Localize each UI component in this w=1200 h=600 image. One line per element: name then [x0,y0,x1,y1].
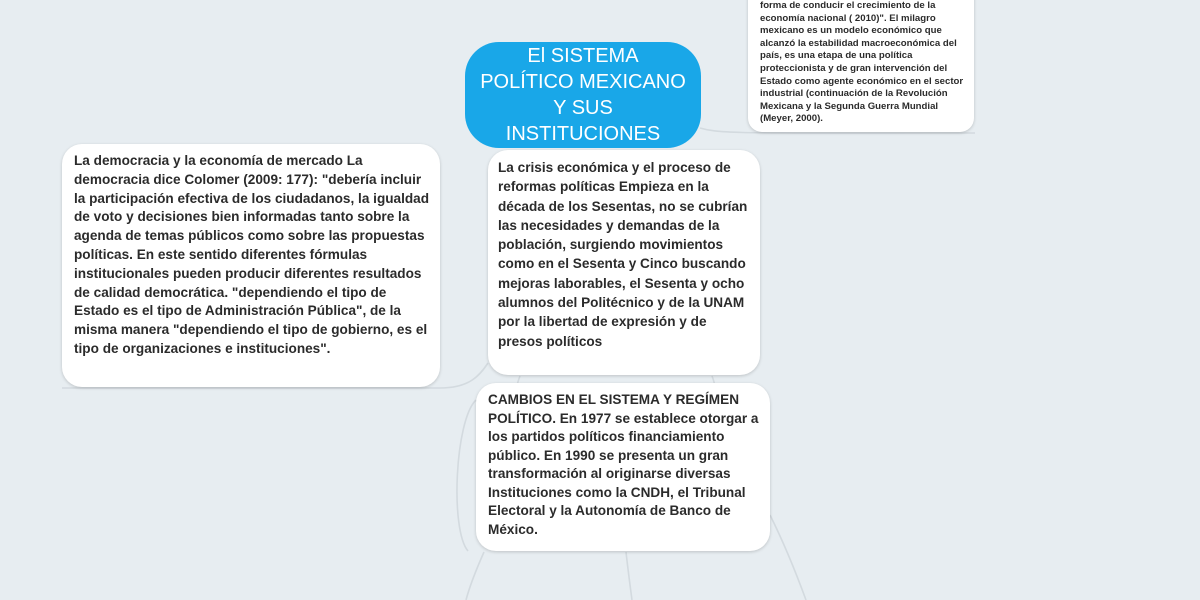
connector-bottom-1 [466,552,484,600]
central-topic[interactable] [465,42,701,148]
topic-democracia[interactable] [62,144,440,387]
connector-cambios-left [457,400,476,551]
topic-democracia-text: La democracia y la economía de mercado La democracia dice Colomer (2009: 177): "debería incluir la participación efectiva de los ciudadanos, la igualdad de voto y decisiones bien informadas tanto sobre la agenda de temas públicos como sobre las propuestas políticas. En este sentido diferentes fórmulas institucionales pueden producir diferentes resultados de calidad democrática. "dependiendo el tipo de Estado es el tipo de Administración Pública", de la misma manera "dependiendo el tipo de gobierno, es el tipo de organizaciones e instituciones". [74,153,430,356]
topic-cambios-sistema[interactable] [476,383,770,551]
topic-crisis-economica-text: La crisis económica y el proceso de reformas políticas Empieza en la década de los Sesentas, no se cubrían las necesidades y demandas de la población, surgiendo movimientos como en el Sesenta y Cinco buscando mejoras laborables, el Sesenta y ocho alumnos del Politécnico y de la UNAM por la libertad de expresión y de presos políticos [498,160,748,349]
central-topic-label: El SISTEMA POLÍTICO MEXICANO Y SUS INSTITUCIONES [480,45,686,145]
topic-crisis-economica[interactable] [488,150,760,375]
connector-bottom-3 [770,515,806,600]
connector-bottom-2 [626,552,632,600]
topic-cambios-sistema-text: CAMBIOS EN EL SISTEMA Y REGÍMEN POLÍTICO. En 1977 se establece otorgar a los partidos políticos financiamiento público. En 1990 se presenta un gran transformación al originarse diversas Instituciones como la CNDH, el Tribunal Electoral y la Autonomía de Banco de México. [488,392,759,537]
topic-milagro-mexicano-text: forma de conducir el crecimiento de la economía nacional ( 2010)". El milagro mexicano es un modelo económico que alcanzó la estabilidad macroeconómica del país, es una etapa de una política proteccionista y de gran intervención del Estado como agente económico en el sector industrial (continuación de la Revolución Mexicana y la Segunda Guerra Mundial (Meyer, 2000). [760,0,964,125]
topic-milagro-mexicano[interactable] [748,0,974,132]
